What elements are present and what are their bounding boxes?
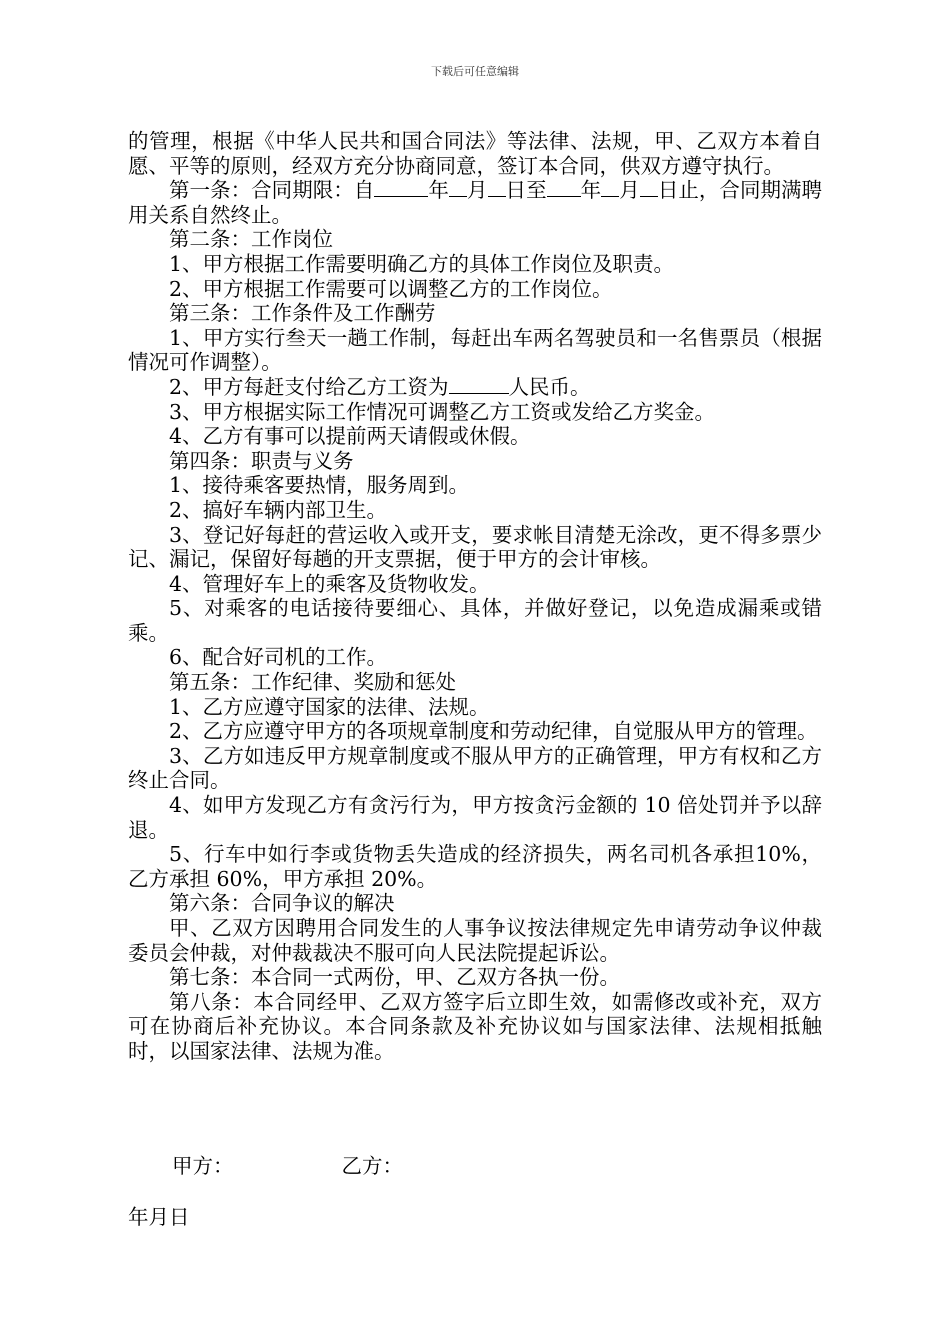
party-b-label: 乙方： xyxy=(341,1154,403,1178)
article-1: 第一条：合同期限：自 年 月 日至 年 月 日止，合同期满聘用关系自然终止。 xyxy=(128,178,823,227)
article-2-item: 2、甲方根据工作需要可以调整乙方的工作岗位。 xyxy=(169,276,613,301)
article-4-item: 3、登记好每赶的营运收入或开支，要求帐目清楚无涂改，更不得多票少记、漏记，保留好每趟的开支票据，便于甲方的会计审核。 xyxy=(128,522,822,572)
blank-start-year[interactable] xyxy=(374,178,428,197)
party-a-label: 甲方： xyxy=(172,1154,234,1178)
article-5-item: 3、乙方如违反甲方规章制度或不服从甲方的正确管理，甲方有权和乙方终止合同。 xyxy=(128,743,822,793)
blank-start-month[interactable] xyxy=(449,178,467,197)
article-4-item: 6、配合好司机的工作。 xyxy=(169,645,388,670)
article-2-title: 第二条：工作岗位 xyxy=(169,227,333,252)
date-line xyxy=(128,1204,190,1230)
article-7: 第七条：本合同一式两份，甲、乙双方各执一份。 xyxy=(169,965,620,990)
date-month-label: 月 xyxy=(148,1205,169,1229)
blank-start-day[interactable] xyxy=(488,178,506,197)
article-3-item: 3、甲方根据实际工作情况可调整乙方工资或发给乙方奖金。 xyxy=(169,399,716,424)
article-3-title: 第三条：工作条件及工作酬劳 xyxy=(169,301,436,326)
article-5-item: 5、行车中如行李或货物丢失造成的经济损失，两名司机各承担10%，乙方承担 60%，甲方承担 20%。 xyxy=(128,842,822,891)
blank-salary[interactable] xyxy=(449,375,509,394)
article-3-item: 4、乙方有事可以提前两天请假或休假。 xyxy=(169,424,531,449)
article-4-item: 4、管理好车上的乘客及货物收发。 xyxy=(169,571,490,596)
intro-paragraph: 的管理，根据《中华人民共和国合同法》等法律、法规，甲、乙双方本着自愿、平等的原则，经双方充分协商同意，签订本合同，供双方遵守执行。 xyxy=(128,129,822,178)
article-8: 第八条：本合同经甲、乙双方签字后立即生效，如需修改或补充，双方可在协商后补充协议。本合同条款及补充协议如与国家法律、法规相抵触时，以国家法律、法规为准。 xyxy=(128,989,822,1063)
page-header: 下载后可任意编辑 xyxy=(431,65,519,78)
article-4-item: 5、对乘客的电话接待要细心、具体，并做好登记，以免造成漏乘或错乘。 xyxy=(128,596,822,645)
signature-line xyxy=(172,1153,403,1179)
article-2-item: 1、甲方根据工作需要明确乙方的具体工作岗位及职责。 xyxy=(169,251,675,276)
article-5-item: 1、乙方应遵守国家的法律、法规。 xyxy=(169,694,490,719)
date-day-label: 日 xyxy=(169,1205,190,1229)
article-5-item: 2、乙方应遵守甲方的各项规章制度和劳动纪律，自觉服从甲方的管理。 xyxy=(169,719,818,744)
article-3-item: 1、甲方实行叁天一趟工作制，每赶出车两名驾驶员和一名售票员（根据情况可作调整）。 xyxy=(128,325,822,375)
article-4-title: 第四条：职责与义务 xyxy=(169,448,354,473)
article-4-item: 2、搞好车辆内部卫生。 xyxy=(169,497,388,522)
blank-end-month[interactable] xyxy=(601,178,619,197)
article-5-title: 第五条：工作纪律、奖励和惩处 xyxy=(169,670,456,695)
article-3-item: 2、甲方每赶支付给乙方工资为 人民币。 xyxy=(169,374,591,399)
article-5-item: 4、如甲方发现乙方有贪污行为，甲方按贪污金额的 10 倍处罚并予以辞退。 xyxy=(128,793,822,842)
blank-end-year[interactable] xyxy=(547,178,581,197)
contract-body xyxy=(128,129,822,1064)
article-6-text: 甲、乙双方因聘用合同发生的人事争议按法律规定先申请劳动争议仲裁委员会仲裁，对仲裁裁决不服可向人民法院提起诉讼。 xyxy=(128,916,822,965)
article-6-title: 第六条：合同争议的解决 xyxy=(169,891,395,916)
blank-end-day[interactable] xyxy=(640,178,658,197)
article-4-item: 1、接待乘客要热情，服务周到。 xyxy=(169,473,470,498)
date-year-label: 年 xyxy=(128,1205,149,1229)
